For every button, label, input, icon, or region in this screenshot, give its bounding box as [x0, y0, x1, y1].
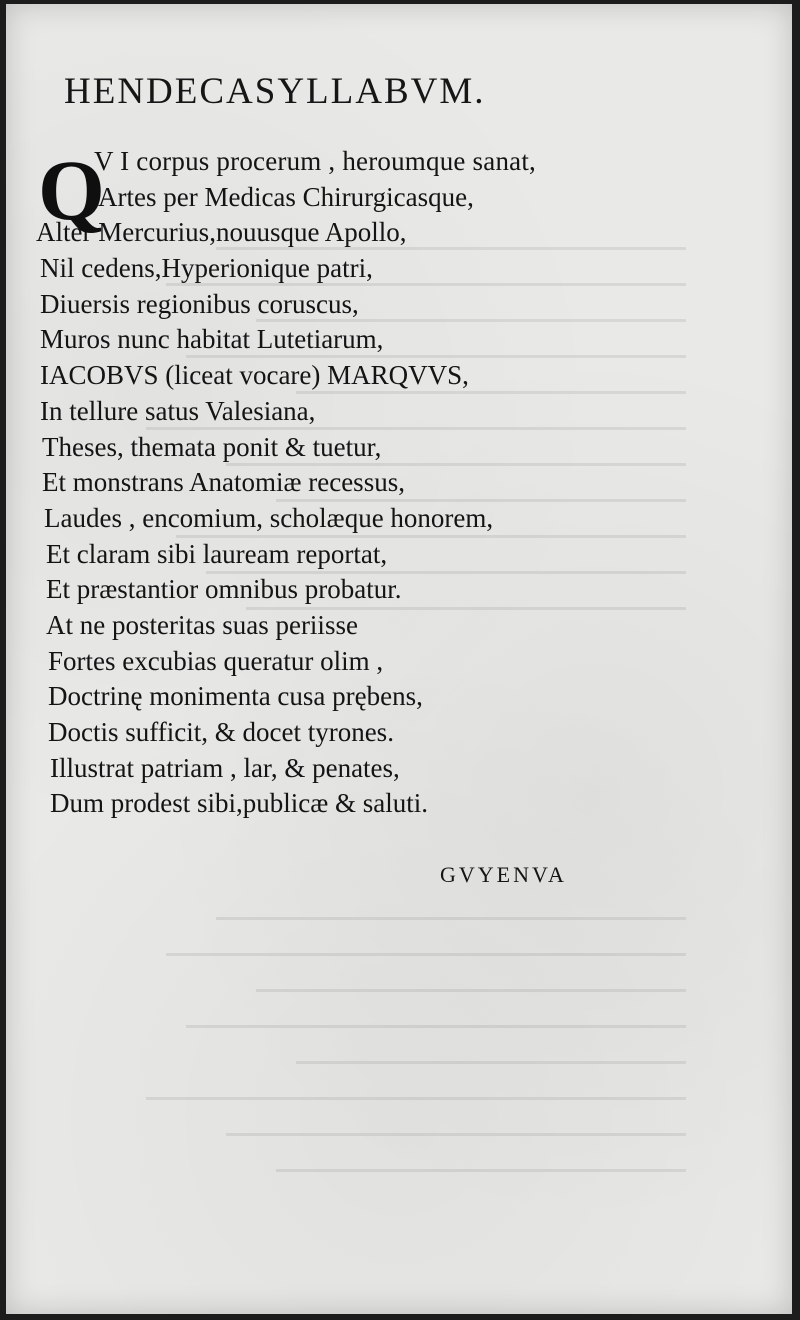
poem-title: HENDECASYLLABVM.: [64, 71, 486, 112]
poem-line: Artes per Medicas Chirurgicasque,: [98, 181, 474, 212]
poem-line: Doctis sufficit, & docet tyrones.: [48, 717, 394, 747]
poem-line: Alter Mercurius,nouusque Apollo,: [36, 217, 407, 248]
poem-line: Et claram sibi lauream reportat,: [46, 538, 388, 569]
poem-line: Laudes , encomium, scholæque honorem,: [44, 502, 494, 533]
poem-line: At ne posteritas suas periisse: [46, 609, 358, 640]
poem-line: Illustrat patriam , lar, & penates,: [50, 752, 400, 783]
poem-line: Et præstantior omnibus probatur.: [46, 574, 402, 605]
poem-line: In tellure satus Valesiana,: [40, 395, 316, 426]
poem-line: Muros nunc habitat Lutetiarum,: [40, 324, 384, 355]
drop-cap-initial: Q: [38, 142, 105, 238]
poem-line: Diuersis regionibus coruscus,: [40, 288, 359, 319]
poem-line: IACOBVS (liceat vocare) MARQVVS,: [40, 360, 469, 391]
poem-line: Doctrinę monimenta cusa prębens,: [48, 681, 423, 712]
poem-line: Dum prodest sibi,publicæ & saluti.: [50, 788, 428, 819]
poem-line: Et monstrans Anatomiæ recessus,: [42, 467, 405, 498]
author-signature: GVYENVA: [440, 862, 567, 887]
show-through-text: [126, 884, 686, 1214]
poem-body: [36, 144, 756, 822]
poem-line: Nil cedens,Hyperionique patri,: [40, 253, 373, 284]
poem-line: Fortes excubias queratur olim ,: [48, 645, 384, 676]
poem-line: V I corpus procerum , heroumque sanat,: [94, 146, 536, 176]
book-page: [6, 4, 792, 1314]
poem-line: Theses, themata ponit & tuetur,: [42, 431, 382, 462]
